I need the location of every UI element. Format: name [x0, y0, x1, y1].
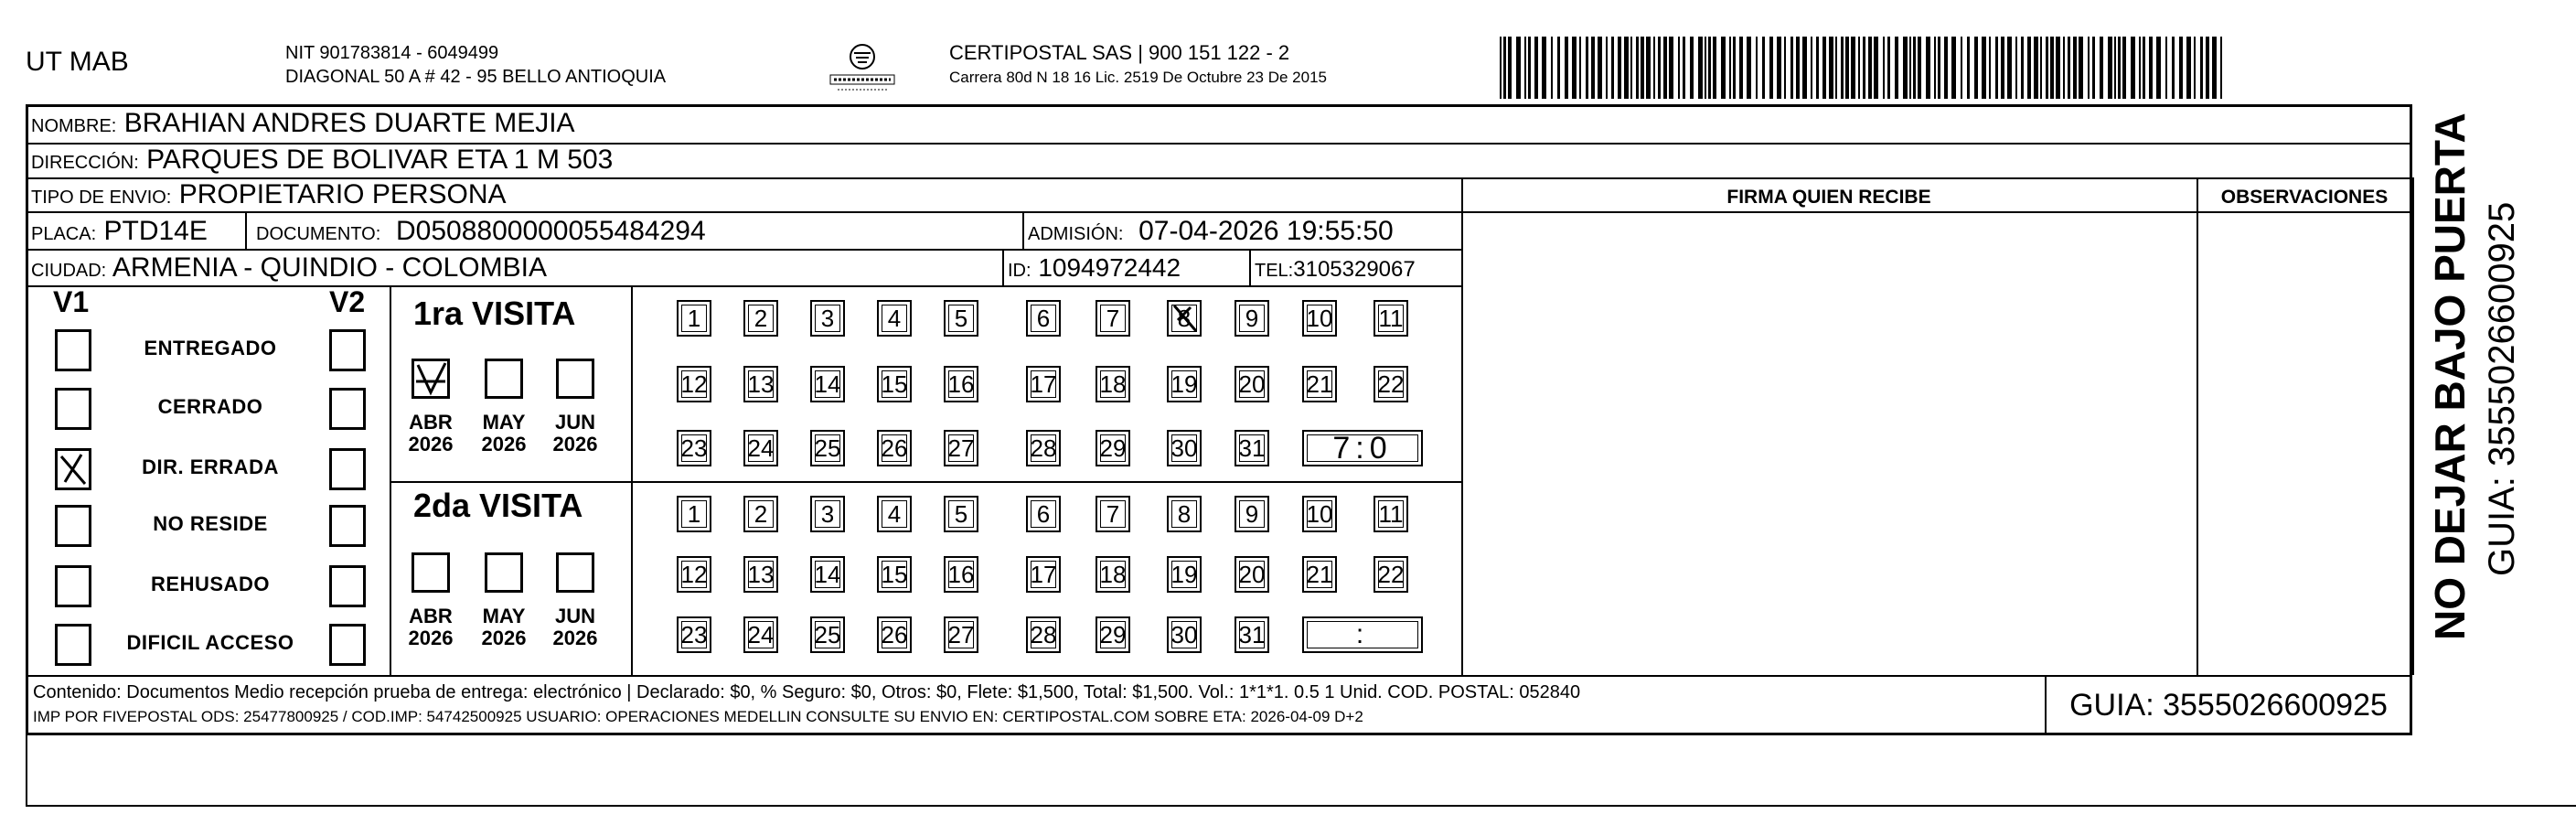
status-v1-checkbox[interactable] [55, 565, 91, 607]
day-box[interactable]: 14 [810, 366, 845, 402]
status-label: NO RESIDE [153, 512, 268, 535]
day-box[interactable]: 8 [1167, 300, 1202, 337]
day-box[interactable]: 27 [944, 430, 978, 466]
day-box[interactable]: 17 [1026, 366, 1061, 402]
status-v2-checkbox[interactable] [329, 329, 366, 371]
day-box[interactable]: 7 [1096, 496, 1130, 532]
day-box[interactable]: 21 [1302, 556, 1337, 593]
day-box[interactable]: 28 [1026, 616, 1061, 653]
day-box[interactable]: 21 [1302, 366, 1337, 402]
day-box[interactable]: 16 [944, 366, 978, 402]
status-v1-checkbox[interactable] [55, 505, 91, 547]
certipostal-line2: Carrera 80d N 18 16 Lic. 2519 De Octubre 23 De 2015 [949, 69, 1327, 86]
month-checkbox[interactable] [485, 359, 523, 399]
day-box[interactable]: 19 [1167, 366, 1202, 402]
day-box[interactable]: 26 [877, 616, 912, 653]
ciudad-label: CIUDAD: [31, 261, 107, 281]
month-label: JUN 2026 [552, 411, 598, 455]
first-visit-title: 1ra VISITA [413, 295, 576, 332]
month-label: MAY 2026 [481, 605, 527, 649]
month-label: JUN 2026 [552, 605, 598, 649]
day-box[interactable]: 30 [1167, 616, 1202, 653]
day-box[interactable]: 3 [810, 300, 845, 337]
month-checkbox[interactable] [556, 552, 594, 593]
nit: NIT 901783814 - 6049499 [285, 43, 499, 63]
day-box[interactable]: 15 [877, 556, 912, 593]
month-label: ABR 2026 [408, 411, 454, 455]
documento-value: D0508800000055484294 [395, 216, 706, 246]
admision-label: ADMISIÓN: [1028, 224, 1124, 244]
day-box[interactable]: 4 [877, 300, 912, 337]
day-box[interactable]: 29 [1096, 430, 1130, 466]
certipostal-logo [828, 40, 896, 97]
ciudad-field [31, 252, 547, 286]
month-label: MAY 2026 [481, 411, 527, 455]
v2-header: V2 [329, 285, 366, 318]
status-v2-checkbox[interactable] [329, 505, 366, 547]
status-v1-checkbox[interactable] [55, 448, 91, 490]
day-box[interactable]: 13 [743, 366, 778, 402]
nombre-field [31, 108, 575, 142]
day-box[interactable]: 31 [1235, 616, 1269, 653]
nombre-label: NOMBRE: [31, 116, 117, 136]
day-box[interactable]: 11 [1374, 496, 1408, 532]
side-guia: GUIA: 3555026600925 [2482, 201, 2522, 576]
id-value: 1094972442 [1038, 253, 1181, 282]
day-box[interactable]: 20 [1235, 556, 1269, 593]
month-checkbox[interactable] [556, 359, 594, 399]
day-box[interactable]: 24 [743, 430, 778, 466]
day-box[interactable]: 22 [1374, 366, 1408, 402]
day-box[interactable]: 27 [944, 616, 978, 653]
day-box[interactable]: 31 [1235, 430, 1269, 466]
day-box[interactable]: 5 [944, 300, 978, 337]
status-v1-checkbox[interactable] [55, 388, 91, 430]
month-checkbox[interactable] [412, 359, 450, 399]
direccion-value: PARQUES DE BOLIVAR ETA 1 M 503 [146, 145, 614, 175]
day-box[interactable]: 17 [1026, 556, 1061, 593]
day-box[interactable]: 8 [1167, 496, 1202, 532]
v1-header: V1 [53, 285, 90, 318]
month-checkbox[interactable] [412, 552, 450, 593]
status-label: CERRADO [157, 395, 263, 418]
observaciones-header: OBSERVACIONES [2220, 187, 2389, 208]
month-label: ABR 2026 [408, 605, 454, 649]
day-box[interactable]: 12 [677, 556, 711, 593]
day-box[interactable]: 20 [1235, 366, 1269, 402]
status-v2-checkbox[interactable] [329, 624, 366, 666]
day-box[interactable]: 22 [1374, 556, 1408, 593]
day-box[interactable]: 1 [677, 496, 711, 532]
tel-value: 3105329067 [1293, 257, 1416, 282]
placa-value: PTD14E [103, 216, 208, 246]
id-label: ID: [1008, 261, 1031, 281]
footer-line2: IMP POR FIVEPOSTAL ODS: 25477800925 / COD.IMP: 54742500925 USUARIO: OPERACIONES MEDELLIN CONSULTE SU ENVIO EN: CERTIPOSTAL.COM SOBRE ETA: 2026-04-09 D+2 [33, 708, 1363, 725]
barcode [1500, 37, 2228, 99]
status-v2-checkbox[interactable] [329, 388, 366, 430]
firma-header: FIRMA QUIEN RECIBE [1726, 187, 1931, 208]
company-name: UT MAB [26, 47, 129, 77]
day-box[interactable]: 23 [677, 430, 711, 466]
day-box[interactable]: 10 [1302, 496, 1337, 532]
time-box[interactable]: 7:0 [1302, 430, 1423, 466]
day-box[interactable]: 1 [677, 300, 711, 337]
status-label: DIFICIL ACCESO [126, 631, 294, 654]
day-box[interactable]: 3 [810, 496, 845, 532]
day-box[interactable]: 9 [1235, 496, 1269, 532]
status-v2-checkbox[interactable] [329, 565, 366, 607]
admision-field [1028, 216, 1394, 250]
status-label: DIR. ERRADA [142, 455, 279, 478]
placa-label: PLACA: [31, 224, 97, 244]
tipo-label: TIPO DE ENVIO: [31, 188, 172, 208]
month-checkbox[interactable] [485, 552, 523, 593]
second-visit-title: 2da VISITA [413, 487, 583, 524]
ciudad-value: ARMENIA - QUINDIO - COLOMBIA [112, 252, 547, 283]
id-field [1008, 252, 1181, 286]
placa-field [31, 216, 208, 250]
day-box[interactable]: 25 [810, 616, 845, 653]
status-v2-checkbox[interactable] [329, 448, 366, 490]
day-box[interactable]: 15 [877, 366, 912, 402]
day-box[interactable]: 18 [1096, 556, 1130, 593]
tel-label: TEL: [1255, 261, 1294, 281]
day-box[interactable]: 6 [1026, 300, 1061, 337]
day-box[interactable]: 30 [1167, 430, 1202, 466]
day-box[interactable]: 26 [877, 430, 912, 466]
tipo-value: PROPIETARIO PERSONA [178, 179, 507, 209]
day-box[interactable]: 23 [677, 616, 711, 653]
direccion-field [31, 145, 613, 178]
day-box[interactable]: 29 [1096, 616, 1130, 653]
day-box[interactable]: 2 [743, 496, 778, 532]
company-address: DIAGONAL 50 A # 42 - 95 BELLO ANTIOQUIA [285, 67, 667, 87]
day-box[interactable]: 12 [677, 366, 711, 402]
day-box[interactable]: 11 [1374, 300, 1408, 337]
day-box[interactable]: 24 [743, 616, 778, 653]
tipo-field [31, 179, 507, 213]
day-box[interactable]: 5 [944, 496, 978, 532]
status-label: REHUSADO [151, 573, 270, 595]
day-box[interactable]: 2 [743, 300, 778, 337]
day-box[interactable]: 14 [810, 556, 845, 593]
day-box[interactable]: 18 [1096, 366, 1130, 402]
day-box[interactable]: 6 [1026, 496, 1061, 532]
certipostal-line1: CERTIPOSTAL SAS | 900 151 122 - 2 [949, 41, 1290, 64]
footer-line1: Contenido: Documentos Medio recepción prueba de entrega: electrónico | Declarado: $0, % Seguro: $0, Otros: $0, Flete: $1,500, Total: $1,500. Vol.: 1*1*1. 0.5 1 Unid. COD. POSTAL: 052840 [33, 682, 1581, 702]
admision-value: 07-04-2026 19:55:50 [1138, 216, 1394, 246]
day-box[interactable]: 10 [1302, 300, 1337, 337]
day-box[interactable]: 25 [810, 430, 845, 466]
status-v1-checkbox[interactable] [55, 329, 91, 371]
time-box[interactable]: : [1302, 616, 1423, 653]
day-box[interactable]: 9 [1235, 300, 1269, 337]
status-label: ENTREGADO [144, 337, 277, 359]
day-box[interactable]: 16 [944, 556, 978, 593]
footer-guia: GUIA: 3555026600925 [2069, 688, 2388, 723]
documento-label: DOCUMENTO: [256, 224, 381, 244]
no-dejar-label: NO DEJAR BAJO PUERTA [2426, 112, 2474, 640]
day-box[interactable]: 13 [743, 556, 778, 593]
day-box[interactable]: 4 [877, 496, 912, 532]
tel-field [1255, 254, 1416, 286]
nombre-value: BRAHIAN ANDRES DUARTE MEJIA [123, 108, 575, 138]
status-v1-checkbox[interactable] [55, 624, 91, 666]
direccion-label: DIRECCIÓN: [31, 153, 139, 173]
day-box[interactable]: 7 [1096, 300, 1130, 337]
day-box[interactable]: 28 [1026, 430, 1061, 466]
documento-field [256, 216, 706, 250]
day-box[interactable]: 19 [1167, 556, 1202, 593]
